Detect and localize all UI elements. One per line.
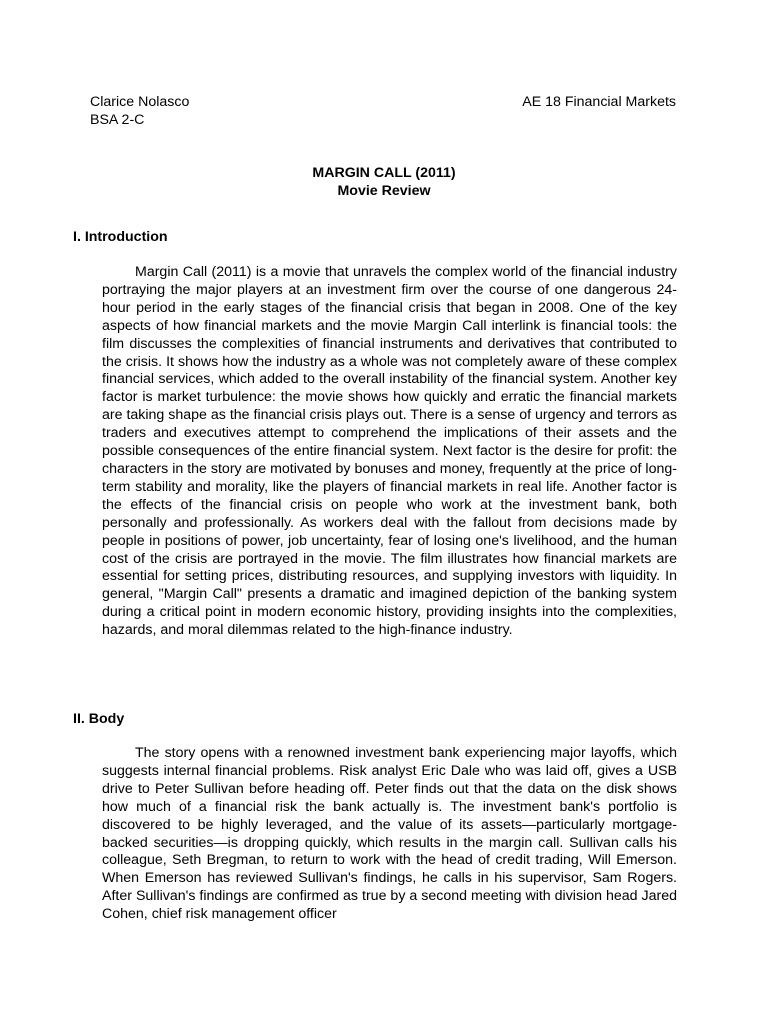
document-title: MARGIN CALL (2011) xyxy=(312,165,456,181)
introduction-paragraph: Margin Call (2011) is a movie that unravels the complex world of the financial industry portraying the major players at an investment firm over the course of one dangerous 24-hour period in the early stages of the financial crisis that began in 2008. One of the key aspects of how financial markets and the movie Margin Call interlink is financial tools: the film discusses the complexities of financial instruments and derivatives that contributed to the crisis. It shows how the industry as a whole was not completely aware of these complex financial services, which added to the overall instability of the financial system. Another key factor is market turbulence: the movie shows how quickly and erratic the financial markets are taking shape as the financial crisis plays out. There is a sense of urgency and terrors as traders and executives attempt to comprehend the implications of their assets and the possible consequences of the entire financial system. Next factor is the desire for profit: the characters in the story are motivated by bonuses and money, frequently at the price of long-term stability and morality, like the players of financial markets in real life. Another factor is the effects of the financial crisis on people who work at the investment bank, both personally and professionally. As workers deal with the fallout from decisions made by people in positions of power, job uncertainty, fear of losing one's livelihood, and the human cost of the crisis are portrayed in the movie. The film illustrates how financial markets are essential for setting prices, distributing resources, and supplying investors with liquidity. In general, "Margin Call" presents a dramatic and imagined depiction of the banking system during a critical point in modern economic history, providing insights into the complexities, hazards, and moral dilemmas related to the high-finance industry. xyxy=(102,264,677,639)
introduction-heading: I. Introduction xyxy=(73,229,168,245)
body-paragraph: The story opens with a renowned investment bank experiencing major layoffs, which suggests internal financial problems. Risk analyst Eric Dale who was laid off, gives a USB drive to Peter Sullivan before heading off. Peter finds out that the data on the disk shows how much of a financial risk the bank actually is. The investment bank's portfolio is discovered to be highly leveraged, and the value of its assets—particularly mortgage-backed securities—is dropping quickly, which results in the margin call. Sullivan calls his colleague, Seth Bregman, to return to work with the head of credit trading, Will Emerson. When Emerson has reviewed Sullivan's findings, he calls in his supervisor, Sam Rogers. After Sullivan's findings are confirmed as true by a second meeting with division head Jared Cohen, chief risk management officer xyxy=(102,745,677,923)
document-subtitle: Movie Review xyxy=(337,183,431,199)
course-name: AE 18 Financial Markets xyxy=(522,94,676,110)
title-block xyxy=(0,164,768,200)
body-heading: II. Body xyxy=(73,711,125,727)
author-name: Clarice Nolasco xyxy=(90,94,190,110)
author-block xyxy=(90,93,189,129)
author-section: BSA 2-C xyxy=(90,112,145,128)
